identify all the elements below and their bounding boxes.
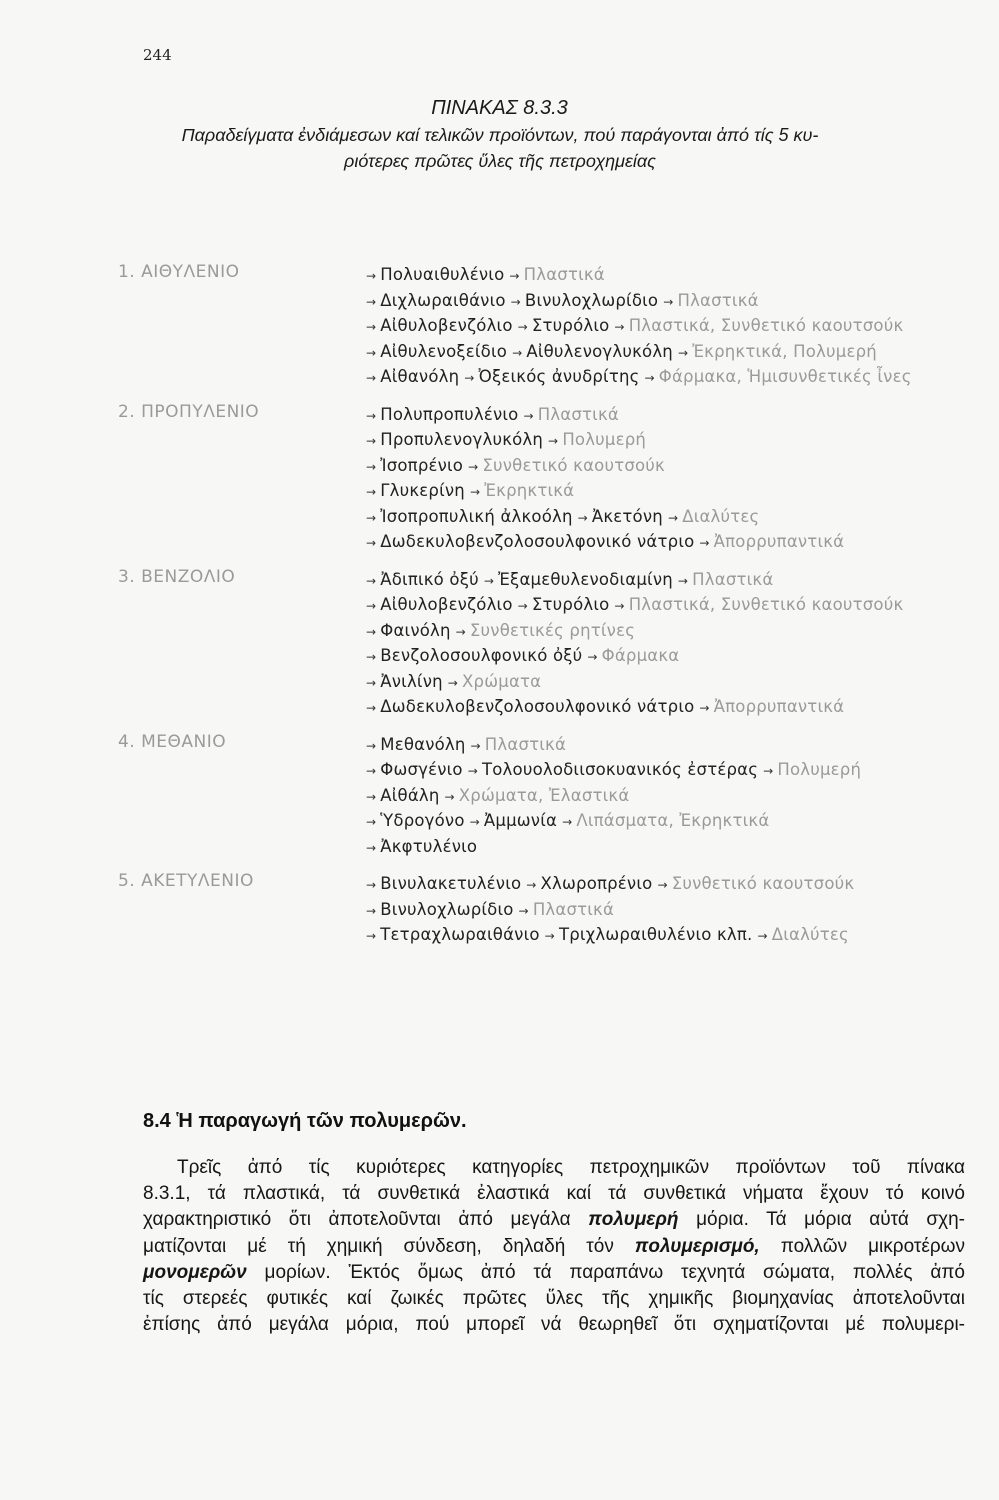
arrow-icon: →: [366, 738, 377, 753]
intermediate-compound: Πολυπροπυλένιο: [380, 404, 519, 424]
arrow-icon: →: [483, 573, 495, 588]
final-product: Πλαστικά: [677, 290, 759, 310]
final-product: Φάρμακα: [601, 646, 680, 665]
chain-row: [366, 618, 999, 644]
arrow-icon: →: [366, 764, 377, 778]
arrow-icon: →: [366, 878, 377, 892]
chain-row: [366, 783, 999, 809]
final-product: Πολυμερή: [777, 760, 862, 779]
arrow-icon: →: [517, 599, 528, 613]
intermediate-compound: Βινυλακετυλένιο: [380, 874, 522, 893]
intermediate-compound: Ἰσοπροπυλική ἀλκοόλη: [380, 506, 573, 526]
chain-row: [366, 339, 999, 365]
final-product: Πλαστικά: [523, 265, 605, 284]
arrow-icon: →: [644, 371, 655, 385]
feedstock-section: [0, 732, 999, 860]
intermediate-compound: Φωσγένιο: [380, 760, 463, 779]
arrow-icon: →: [467, 764, 478, 778]
arrow-icon: →: [366, 536, 377, 550]
paragraph-line: τίς στερεές φυτικές καί ζωικές πρῶτες ὕλες τῆς χημικῆς βιομηχανίας ἀποτελοῦνται: [143, 1288, 965, 1310]
chain-row: [366, 504, 999, 530]
final-product: Συνθετικό καουτσούκ: [482, 455, 665, 475]
intermediate-compound: Στυρόλιο: [531, 595, 610, 614]
arrow-icon: →: [509, 269, 520, 283]
text-segment: μορίων. Ἐκτός ὅμως ἀπό τά παραπάνω τεχνητά σώματα, πολλές ἀπό: [264, 1261, 966, 1283]
intermediate-compound: Τετραχλωραιθάνιο: [380, 925, 540, 944]
feedstock-label: 4. ΜΕΘΑΝΙΟ: [118, 731, 227, 752]
final-product: Πλαστικά, Συνθετικό καουτσούκ: [628, 595, 904, 614]
arrow-icon: →: [366, 675, 377, 690]
intermediate-compound: Χλωροπρένιο: [540, 874, 653, 893]
text-segment: μόρια. Τά μόρια αὐτά σχη-: [696, 1209, 966, 1231]
feedstock-section: [0, 402, 999, 555]
final-product: Πολυμερή: [562, 430, 647, 449]
arrow-icon: →: [517, 320, 528, 334]
chain-row: [366, 262, 999, 288]
keyword-emphasis: πολυμερισμό,: [634, 1235, 760, 1257]
intermediate-compound: Ἀνιλίνη: [380, 671, 443, 691]
arrow-icon: →: [366, 485, 377, 499]
chain-row: [366, 871, 999, 897]
page-number: 244: [143, 46, 172, 64]
intermediate-compound: Δωδεκυλοβενζολοσουλφονικό νάτριο: [380, 697, 695, 716]
chain-row: [366, 732, 999, 758]
feedstock-section: [0, 567, 999, 720]
feedstock-label: 3. ΒΕΝΖΟΛΙΟ: [118, 566, 236, 587]
chain-row: [366, 834, 999, 860]
chain-row: [366, 808, 999, 834]
intermediate-compound: Φαινόλη: [380, 620, 451, 640]
arrow-icon: →: [366, 510, 377, 525]
intermediate-compound: Γλυκερίνη: [380, 481, 465, 500]
final-product: Πλαστικά: [532, 899, 615, 919]
arrow-icon: →: [699, 536, 710, 550]
final-product: Ἀπορρυπαντικά: [713, 697, 845, 716]
final-product: Διαλύτες: [682, 506, 760, 526]
intermediate-compound: Ἀκετόνη: [591, 506, 663, 526]
intermediate-compound: Αἰθυλοβενζόλιο: [380, 595, 513, 614]
table-title: ΠΙΝΑΚΑΣ 8.3.3: [431, 97, 568, 119]
arrow-icon: →: [455, 624, 466, 639]
arrow-icon: →: [562, 815, 573, 829]
arrow-icon: →: [366, 929, 377, 943]
chain-list: [366, 567, 999, 720]
intermediate-compound: Αἰθυλενοξείδιο: [380, 341, 508, 361]
chain-row: [366, 757, 999, 783]
paragraph-line: [143, 1260, 965, 1286]
intermediate-compound: Βενζολοσουλφονικό ὀξύ: [380, 646, 583, 665]
table-subtitle-line: Παραδείγματα ἐνδιάμεσων καί τελικῶν προϊόντων, πού παράγονται ἀπό τίς 5 κυ-: [181, 125, 819, 145]
chain-list: [366, 402, 999, 555]
final-product: Συνθετικές ρητίνες: [469, 620, 636, 640]
chain-row: [366, 364, 999, 390]
intermediate-compound: Διχλωραιθάνιο: [380, 290, 506, 310]
keyword-emphasis: μονομερῶν: [143, 1261, 247, 1283]
arrow-icon: →: [366, 650, 377, 664]
intermediate-compound: Αἰθάλη: [380, 785, 440, 805]
arrow-icon: →: [512, 345, 523, 360]
paragraph-line: 8.3.1, τά πλαστικά, τά συνθετικά ἐλαστικά καί τά συνθετικά νήματα ἔχουν τό κοινό: [143, 1183, 965, 1205]
arrow-icon: →: [526, 878, 537, 892]
final-product: Ἐκρηκτικά, Πολυμερή: [692, 341, 877, 361]
arrow-icon: →: [464, 371, 475, 385]
arrow-icon: →: [667, 510, 679, 525]
final-product: Ἀπορρυπαντικά: [713, 532, 845, 551]
arrow-icon: →: [470, 738, 481, 753]
arrow-icon: →: [614, 599, 625, 613]
text-segment: ματίζονται μέ τή χημική σύνδεση, δηλαδή τόν: [143, 1235, 614, 1257]
chain-row: [366, 427, 999, 453]
feedstock-table: [0, 262, 999, 948]
intermediate-compound: Προπυλενογλυκόλη: [380, 430, 544, 449]
intermediate-compound: Ἀδιπικό ὀξύ: [380, 569, 479, 589]
chain-row: [366, 402, 999, 428]
chain-row: [366, 529, 999, 555]
arrow-icon: →: [544, 929, 555, 943]
chain-row: [366, 567, 999, 593]
intermediate-compound: Τριχλωραιθυλένιο κλπ.: [558, 925, 753, 944]
intermediate-compound: Μεθανόλη: [380, 734, 466, 754]
chain-row: [366, 478, 999, 504]
feedstock-section: [0, 871, 999, 948]
feedstock-label: 5. ΑΚΕΤΥΛΕΝΙΟ: [118, 871, 254, 891]
final-product: Πλαστικά: [692, 569, 774, 589]
intermediate-compound: Τολουολοδιισοκυανικός ἐστέρας: [481, 760, 759, 779]
chain-list: [366, 732, 999, 860]
final-product: Πλαστικά: [537, 404, 619, 424]
arrow-icon: →: [366, 815, 377, 829]
arrow-icon: →: [366, 459, 377, 474]
section-heading: 8.4 Ἡ παραγωγή τῶν πολυμερῶν.: [143, 1110, 467, 1132]
text-segment: πολλῶν μικροτέρων: [780, 1235, 966, 1257]
text-segment: χαρακτηριστικό ὅτι ἀποτελοῦνται ἀπό μεγάλα: [143, 1209, 571, 1231]
intermediate-compound: Αἰθανόλη: [380, 367, 460, 386]
arrow-icon: →: [366, 624, 377, 639]
arrow-icon: →: [757, 929, 768, 943]
feedstock-label: 1. ΑΙΘΥΛΕΝΙΟ: [118, 262, 240, 282]
arrow-icon: →: [366, 269, 377, 283]
arrow-icon: →: [366, 840, 377, 855]
arrow-icon: →: [677, 345, 689, 360]
feedstock-section: [0, 262, 999, 390]
intermediate-compound: Αἰθυλοβενζόλιο: [380, 316, 513, 335]
arrow-icon: →: [366, 320, 377, 334]
feedstock-label: 2. ΠΡΟΠΥΛΕΝΙΟ: [118, 401, 260, 422]
final-product: Χρώματα, Ἐλαστικά: [458, 785, 630, 805]
arrow-icon: →: [510, 294, 521, 309]
arrow-icon: →: [469, 815, 480, 829]
chain-list: [366, 871, 999, 948]
paragraph-line: Τρεῖς ἀπό τίς κυριότερες κατηγορίες πετροχημικῶν προϊόντων τοῦ πίνακα: [177, 1157, 965, 1178]
final-product: Ἐκρηκτικά: [484, 481, 575, 500]
chain-row: [366, 643, 999, 669]
arrow-icon: →: [366, 903, 377, 918]
chain-row: [366, 313, 999, 339]
intermediate-compound: Ὀξεικός ἀνυδρίτης: [478, 367, 640, 386]
chain-row: [366, 694, 999, 720]
arrow-icon: →: [366, 434, 377, 448]
chain-row: [366, 288, 999, 314]
arrow-icon: →: [366, 701, 377, 715]
arrow-icon: →: [587, 650, 598, 664]
arrow-icon: →: [548, 434, 559, 448]
arrow-icon: →: [614, 320, 625, 334]
final-product: Λιπάσματα, Ἐκρηκτικά: [576, 811, 770, 830]
chain-row: [366, 592, 999, 618]
arrow-icon: →: [366, 599, 377, 613]
arrow-icon: →: [657, 878, 668, 892]
table-subtitle-line: ριότερες πρῶτες ὕλες τῆς πετροχημείας: [344, 151, 656, 171]
arrow-icon: →: [444, 789, 455, 804]
intermediate-compound: Ἐξαμεθυλενοδιαμίνη: [498, 569, 673, 589]
chain-row: [366, 922, 999, 948]
final-product: Πλαστικά, Συνθετικό καουτσούκ: [628, 316, 904, 335]
chain-row: [366, 453, 999, 479]
arrow-icon: →: [469, 485, 481, 499]
arrow-icon: →: [447, 675, 459, 690]
arrow-icon: →: [366, 408, 377, 423]
chain-list: [366, 262, 999, 390]
intermediate-compound: Βινυλοχλωρίδιο: [380, 899, 514, 919]
intermediate-compound: Ἀμμωνία: [483, 811, 558, 830]
arrow-icon: →: [468, 459, 479, 474]
body-paragraph: [143, 1155, 965, 1338]
intermediate-compound: Αἰθυλενογλυκόλη: [526, 341, 673, 361]
paragraph-line: [143, 1234, 965, 1260]
arrow-icon: →: [763, 764, 774, 778]
arrow-icon: →: [366, 345, 377, 360]
intermediate-compound: Ἀκφτυλένιο: [380, 836, 478, 856]
chain-row: [366, 897, 999, 923]
arrow-icon: →: [366, 789, 377, 804]
intermediate-compound: Ὑδρογόνο: [380, 811, 465, 830]
arrow-icon: →: [366, 573, 377, 588]
arrow-icon: →: [677, 573, 689, 588]
final-product: Συνθετικό καουτσούκ: [671, 874, 855, 893]
keyword-emphasis: πολυμερή: [588, 1209, 679, 1231]
table-subtitle: [160, 122, 840, 174]
intermediate-compound: Βινυλοχλωρίδιο: [524, 290, 659, 310]
arrow-icon: →: [366, 294, 377, 309]
paragraph-line: ἐπίσης ἀπό μεγάλα μόρια, πού μπορεῖ νά θεωρηθεῖ ὅτι σχηματίζονται μέ πολυμερι-: [143, 1314, 965, 1336]
final-product: Φάρμακα, Ἡμισυνθετικές ἶνες: [658, 367, 912, 386]
arrow-icon: →: [523, 408, 534, 423]
intermediate-compound: Πολυαιθυλένιο: [380, 265, 505, 284]
arrow-icon: →: [699, 701, 710, 715]
arrow-icon: →: [366, 371, 377, 385]
arrow-icon: →: [663, 294, 674, 309]
arrow-icon: →: [577, 510, 588, 525]
paragraph-line: [143, 1207, 965, 1233]
final-product: Πλαστικά: [484, 734, 567, 754]
final-product: Διαλύτες: [771, 925, 849, 944]
intermediate-compound: Ἰσοπρένιο: [380, 455, 464, 475]
final-product: Χρώματα: [462, 671, 542, 691]
intermediate-compound: Στυρόλιο: [531, 316, 610, 335]
arrow-icon: →: [518, 903, 529, 918]
intermediate-compound: Δωδεκυλοβενζολοσουλφονικό νάτριο: [380, 532, 695, 551]
chain-row: [366, 669, 999, 695]
